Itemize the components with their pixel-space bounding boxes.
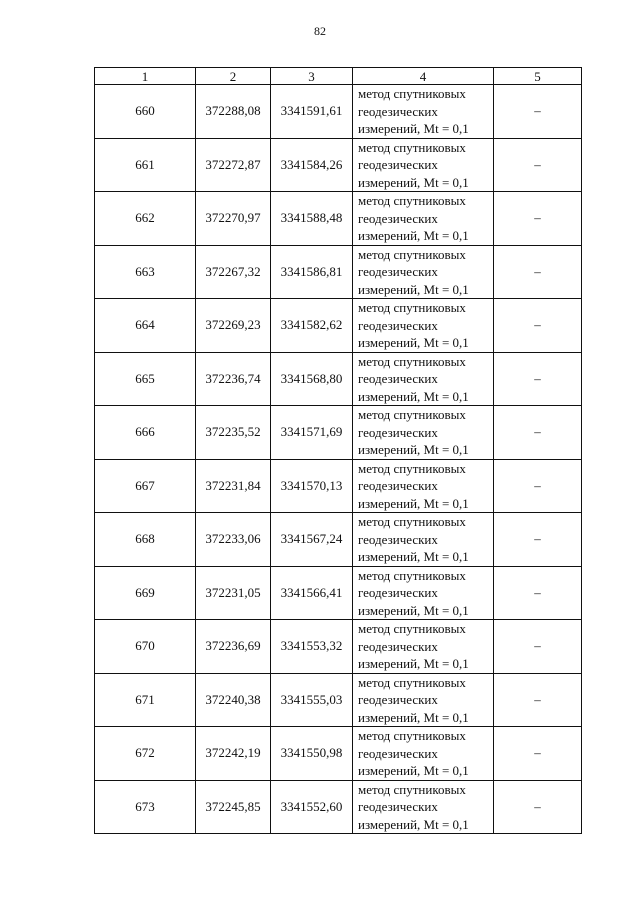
method-cell <box>353 406 494 460</box>
table-row <box>95 245 582 299</box>
method-line: измерений, Mt = 0,1 <box>358 442 469 457</box>
method-line: геодезических <box>358 745 438 761</box>
y-coordinate-cell: 3341586,81 <box>271 245 353 299</box>
method-line: измерений, Mt = 0,1 <box>358 763 469 778</box>
table-row <box>95 138 582 192</box>
method-line: измерений, Mt = 0,1 <box>358 602 469 618</box>
note-cell: – <box>494 299 582 353</box>
point-number-cell: 661 <box>95 138 196 192</box>
point-number-cell: 663 <box>95 245 196 299</box>
x-coordinate-cell: 372240,38 <box>196 673 271 727</box>
table-row <box>95 85 582 139</box>
method-line: геодезических <box>358 638 438 654</box>
x-coordinate-cell: 372231,05 <box>196 566 271 620</box>
method-line: метод спутниковых <box>358 246 466 262</box>
method-line: геодезических <box>358 424 438 440</box>
note-cell: – <box>494 352 582 406</box>
coordinates-table <box>94 67 582 834</box>
note-cell: – <box>494 513 582 567</box>
y-coordinate-cell: 3341555,03 <box>271 673 353 727</box>
method-line: измерений, Mt = 0,1 <box>358 495 469 511</box>
note-cell: – <box>494 138 582 192</box>
x-coordinate-cell: 372288,08 <box>196 85 271 139</box>
x-coordinate-cell: 372242,19 <box>196 727 271 781</box>
table-row <box>95 513 582 567</box>
method-line: геодезических <box>358 478 438 493</box>
method-line: метод спутниковых <box>358 514 466 529</box>
note-cell: – <box>494 85 582 139</box>
method-line: геодезических <box>358 799 438 814</box>
method-line: геодезических <box>358 692 438 707</box>
method-line: метод спутниковых <box>358 407 466 422</box>
x-coordinate-cell: 372231,84 <box>196 459 271 513</box>
method-cell <box>353 459 494 513</box>
y-coordinate-cell: 3341570,13 <box>271 459 353 513</box>
method-cell <box>353 780 494 834</box>
method-cell <box>353 727 494 781</box>
method-line: метод спутниковых <box>358 300 466 315</box>
point-number-cell: 662 <box>95 192 196 246</box>
y-coordinate-cell: 3341567,24 <box>271 513 353 567</box>
method-line: метод спутниковых <box>358 460 466 476</box>
table-row <box>95 673 582 727</box>
x-coordinate-cell: 372236,74 <box>196 352 271 406</box>
method-cell <box>353 352 494 406</box>
method-cell <box>353 138 494 192</box>
table-row <box>95 192 582 246</box>
method-line: измерений, Mt = 0,1 <box>358 816 469 832</box>
table-row <box>95 566 582 620</box>
note-cell: – <box>494 620 582 674</box>
note-cell: – <box>494 459 582 513</box>
y-coordinate-cell: 3341568,80 <box>271 352 353 406</box>
table-row <box>95 299 582 353</box>
point-number-cell: 665 <box>95 352 196 406</box>
table-row <box>95 352 582 406</box>
column-header: 4 <box>353 68 494 85</box>
method-line: измерений, Mt = 0,1 <box>358 174 469 190</box>
x-coordinate-cell: 372272,87 <box>196 138 271 192</box>
note-cell: – <box>494 780 582 834</box>
table-row <box>95 459 582 513</box>
point-number-cell: 673 <box>95 780 196 834</box>
method-line: геодезических <box>358 264 438 279</box>
method-line: геодезических <box>358 531 438 547</box>
point-number-cell: 664 <box>95 299 196 353</box>
method-line: измерений, Mt = 0,1 <box>358 549 469 564</box>
note-cell: – <box>494 245 582 299</box>
y-coordinate-cell: 3341553,32 <box>271 620 353 674</box>
table-header-row <box>95 68 582 85</box>
method-line: метод спутниковых <box>358 621 466 636</box>
note-cell: – <box>494 673 582 727</box>
point-number-cell: 672 <box>95 727 196 781</box>
method-line: измерений, Mt = 0,1 <box>358 228 469 243</box>
y-coordinate-cell: 3341566,41 <box>271 566 353 620</box>
point-number-cell: 660 <box>95 85 196 139</box>
x-coordinate-cell: 372245,85 <box>196 780 271 834</box>
x-coordinate-cell: 372269,23 <box>196 299 271 353</box>
method-cell <box>353 673 494 727</box>
y-coordinate-cell: 3341550,98 <box>271 727 353 781</box>
method-line: геодезических <box>358 210 438 226</box>
method-line: измерений, Mt = 0,1 <box>358 709 469 725</box>
column-header: 3 <box>271 68 353 85</box>
method-line: метод спутниковых <box>358 728 466 743</box>
point-number-cell: 671 <box>95 673 196 727</box>
y-coordinate-cell: 3341571,69 <box>271 406 353 460</box>
method-line: геодезических <box>358 371 438 386</box>
method-cell <box>353 85 494 139</box>
method-line: метод спутниковых <box>358 139 466 155</box>
table-row <box>95 406 582 460</box>
method-line: геодезических <box>358 103 438 119</box>
method-line: геодезических <box>358 157 438 172</box>
method-line: метод спутниковых <box>358 781 466 797</box>
method-line: метод спутниковых <box>358 86 466 101</box>
y-coordinate-cell: 3341588,48 <box>271 192 353 246</box>
note-cell: – <box>494 192 582 246</box>
method-line: геодезических <box>358 585 438 600</box>
method-cell <box>353 192 494 246</box>
column-header: 2 <box>196 68 271 85</box>
x-coordinate-cell: 372233,06 <box>196 513 271 567</box>
y-coordinate-cell: 3341591,61 <box>271 85 353 139</box>
y-coordinate-cell: 3341584,26 <box>271 138 353 192</box>
table-row <box>95 620 582 674</box>
method-line: измерений, Mt = 0,1 <box>358 656 469 671</box>
note-cell: – <box>494 566 582 620</box>
note-cell: – <box>494 406 582 460</box>
method-line: геодезических <box>358 317 438 333</box>
method-line: метод спутниковых <box>358 193 466 208</box>
method-line: измерений, Mt = 0,1 <box>358 388 469 404</box>
method-line: метод спутниковых <box>358 674 466 690</box>
x-coordinate-cell: 372270,97 <box>196 192 271 246</box>
method-cell <box>353 245 494 299</box>
y-coordinate-cell: 3341582,62 <box>271 299 353 353</box>
table-body <box>95 85 582 834</box>
y-coordinate-cell: 3341552,60 <box>271 780 353 834</box>
method-line: метод спутниковых <box>358 353 466 369</box>
table-row <box>95 727 582 781</box>
method-line: измерений, Mt = 0,1 <box>358 121 469 136</box>
method-cell <box>353 513 494 567</box>
x-coordinate-cell: 372235,52 <box>196 406 271 460</box>
point-number-cell: 667 <box>95 459 196 513</box>
x-coordinate-cell: 372267,32 <box>196 245 271 299</box>
method-line: метод спутниковых <box>358 567 466 583</box>
method-cell <box>353 620 494 674</box>
x-coordinate-cell: 372236,69 <box>196 620 271 674</box>
table-row <box>95 780 582 834</box>
point-number-cell: 666 <box>95 406 196 460</box>
method-cell <box>353 566 494 620</box>
page-number: 82 <box>314 24 326 38</box>
note-cell: – <box>494 727 582 781</box>
method-line: измерений, Mt = 0,1 <box>358 281 469 297</box>
point-number-cell: 668 <box>95 513 196 567</box>
point-number-cell: 670 <box>95 620 196 674</box>
point-number-cell: 669 <box>95 566 196 620</box>
column-header: 1 <box>95 68 196 85</box>
method-cell <box>353 299 494 353</box>
method-line: измерений, Mt = 0,1 <box>358 335 469 350</box>
column-header: 5 <box>494 68 582 85</box>
